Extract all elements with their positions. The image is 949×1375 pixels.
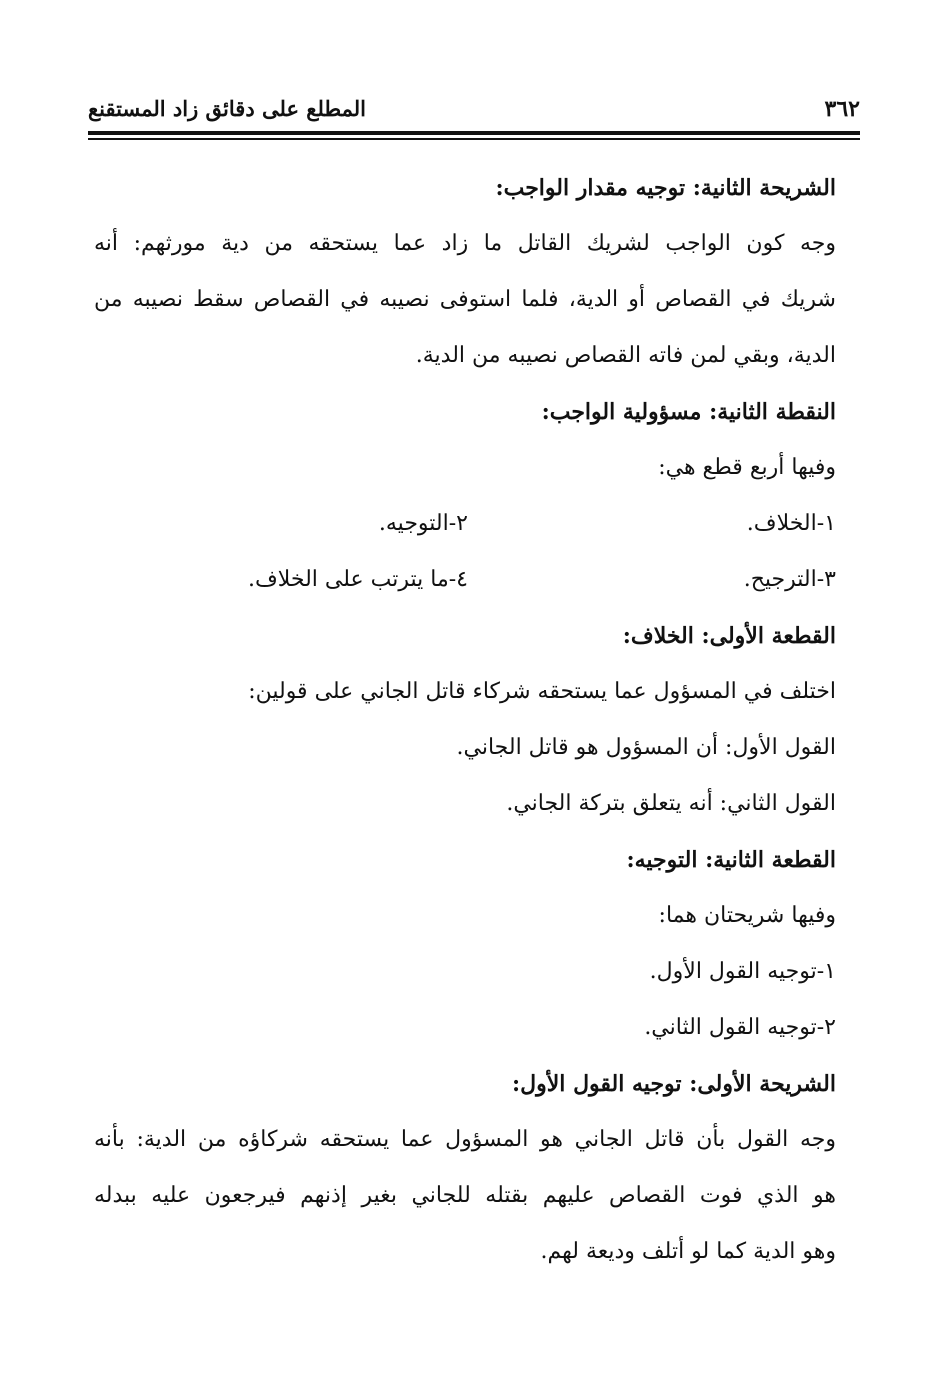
list-item: ٢-توجيه القول الثاني. xyxy=(644,1015,836,1040)
paragraph-line: وفيها أربع قطع هي: xyxy=(658,455,836,480)
list-item: ١-توجيه القول الأول. xyxy=(649,959,836,984)
paragraph-line: شريك في القصاص أو الدية، فلما استوفى نصيبه في القصاص سقط نصيبه من xyxy=(94,287,836,312)
list-item: ١-الخلاف. xyxy=(746,511,836,536)
page-number: ٣٦٢ xyxy=(824,96,860,122)
paragraph-line: اختلف في المسؤول عما يستحقه شركاء قاتل الجاني على قولين: xyxy=(248,679,836,704)
paragraph-line: الدية، وبقي لمن فاته القصاص نصيبه من الدية. xyxy=(415,343,836,368)
header-rule-thin xyxy=(88,138,860,140)
page-body xyxy=(94,160,836,1280)
list-row xyxy=(94,496,836,552)
paragraph-line: وهو الدية كما لو أتلف وديعة لهم. xyxy=(540,1239,836,1264)
list-row xyxy=(94,552,836,608)
paragraph-line: وفيها شريحتان هما: xyxy=(658,903,836,928)
list-item: ٢-التوجيه. xyxy=(378,511,468,536)
subheading-line: الشريحة الأولى: توجيه القول الأول: xyxy=(512,1071,836,1097)
list-item: ٤-ما يترتب على الخلاف. xyxy=(247,567,468,592)
subheading-line: الشريحة الثانية: توجيه مقدار الواجب: xyxy=(495,175,836,201)
subheading-line: القطعة الأولى: الخلاف: xyxy=(622,623,836,649)
list-item: ٣-الترجيح. xyxy=(743,567,836,592)
running-header xyxy=(88,96,860,126)
paragraph-line: وجه كون الواجب لشريك القاتل ما زاد عما يستحقه من دية مورثهم: أنه xyxy=(94,231,836,256)
subheading-line: القطعة الثانية: التوجيه: xyxy=(626,847,836,873)
subheading-line: النقطة الثانية: مسؤولية الواجب: xyxy=(541,399,836,425)
paragraph-line: القول الأول: أن المسؤول هو قاتل الجاني. xyxy=(456,735,836,760)
paragraph-line: وجه القول بأن قاتل الجاني هو المسؤول عما يستحقه شركاؤه من الدية: بأنه xyxy=(94,1127,836,1152)
running-title: المطلع على دقائق زاد المستقنع xyxy=(88,96,367,121)
header-rule-thick xyxy=(88,131,860,135)
paragraph-line: القول الثاني: أنه يتعلق بتركة الجاني. xyxy=(506,791,836,816)
paragraph-line: هو الذي فوت القصاص عليهم بقتله للجاني بغير إذنهم فيرجعون عليه ببدله xyxy=(94,1183,836,1208)
